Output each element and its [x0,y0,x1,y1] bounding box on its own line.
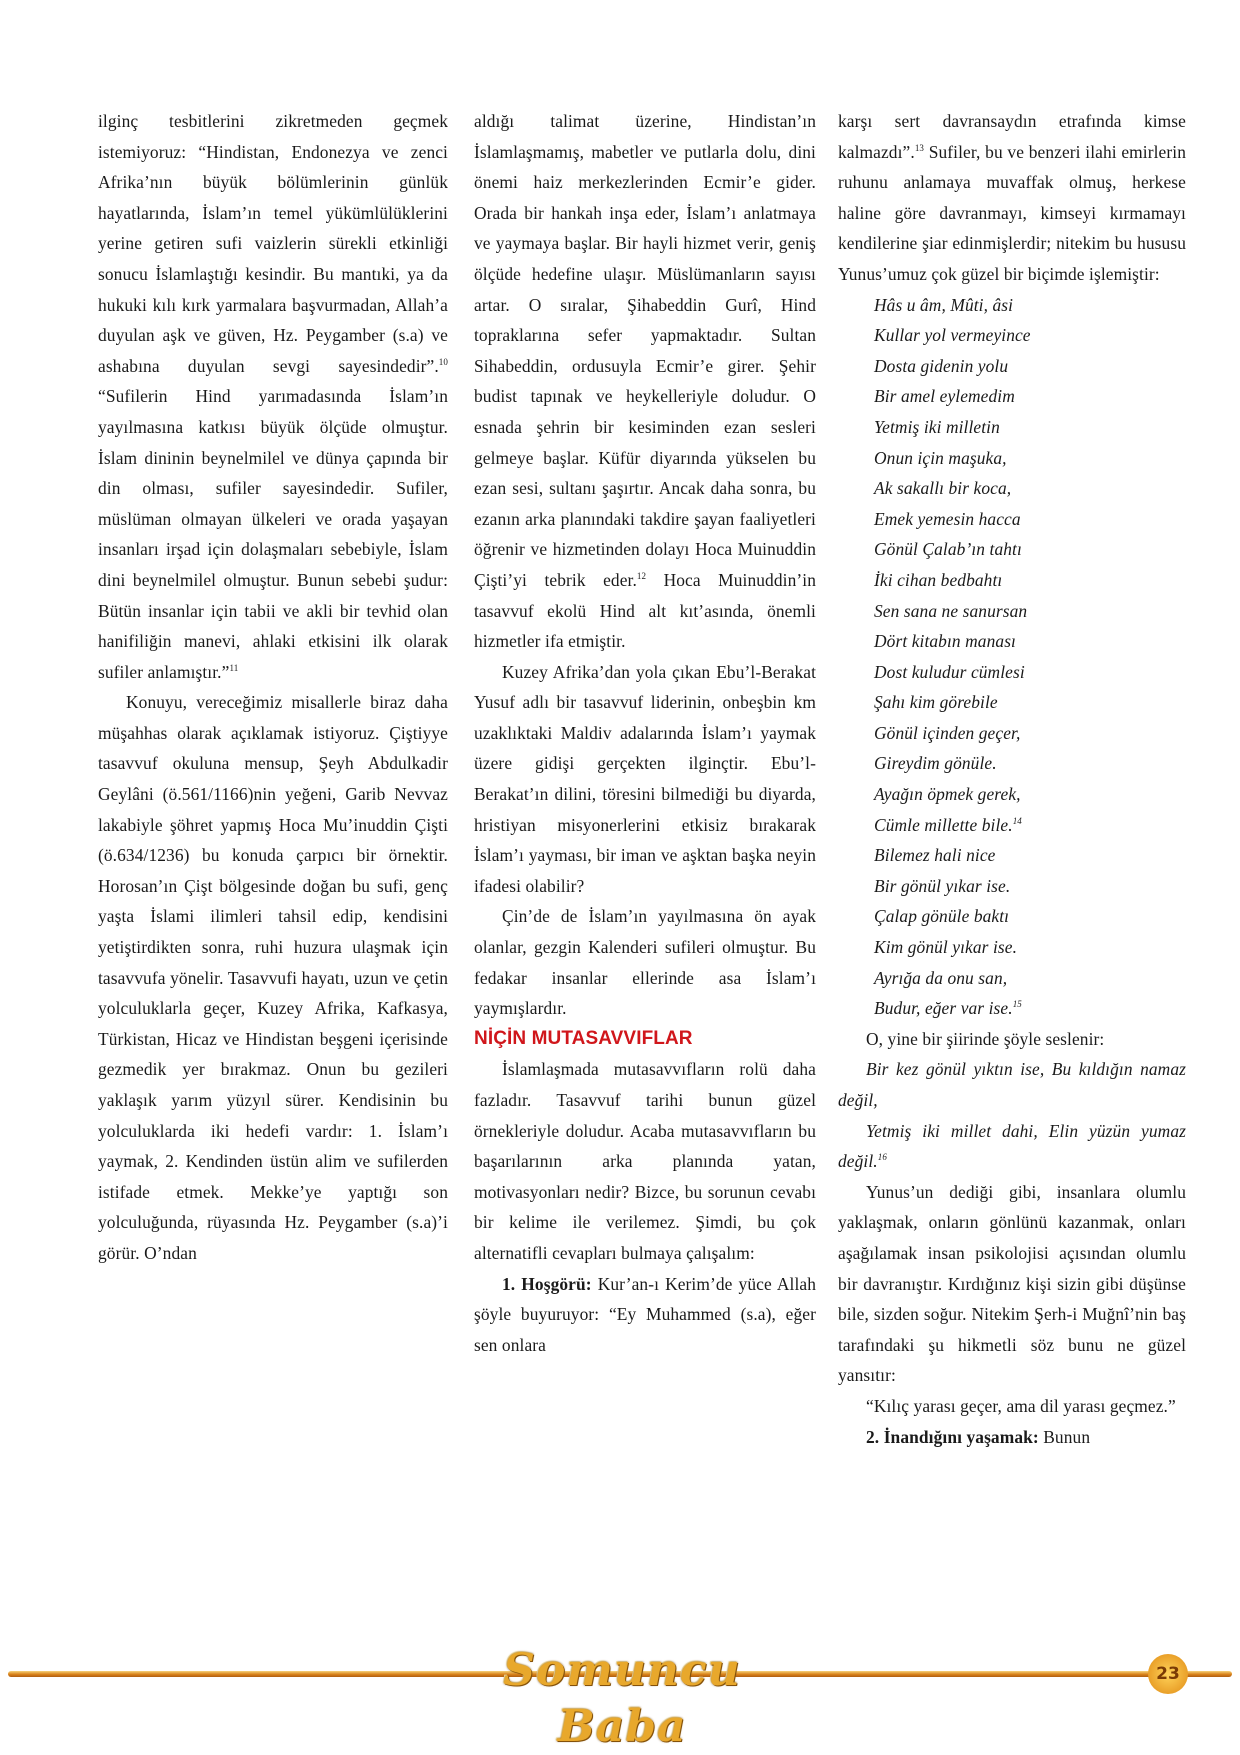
verse-line: Ayrığa da onu san, [874,967,1008,988]
verse-line: Dost kuludur cümlesi [874,661,1025,682]
quote: “Kılıç yarası geçer, ama dil yarası geçmez.” [866,1395,1176,1416]
verse-line: Gönül içinden geçer, [874,722,1021,743]
verse-line: Bir amel eylemedim [874,386,1015,407]
poem-couplet: Yetmiş iki millet dahi, Elin yüzün yumaz değil.$^{16}$ [838,1120,1186,1172]
verse-line: Ak sakallı bir koca, [874,478,1012,499]
verse-line: Gireydim gönüle. [874,753,997,774]
verse-line: Budur, eğer var ise.$^{15}$ [874,998,1022,1019]
verse-line: Yetmiş iki milletin [874,416,1000,437]
paragraph: O, yine bir şiirinde şöyle seslenir: [866,1028,1105,1049]
poem-couplet: Bir kez gönül yıktın ise, Bu kıldığın namaz değil, [838,1059,1186,1110]
verse-line: Çalap gönüle baktı [874,906,1010,927]
footnote-ref: 15 [1012,999,1022,1010]
footnote-ref: 14 [1012,815,1022,826]
verse-line: Emek yemesin hacca [874,508,1021,529]
verse-line: İki cihan bedbahtı [874,569,1003,590]
text-column-2 [474,106,816,1360]
footnote-ref: 10 [438,356,448,367]
verse-line: Şahı kim görebile [874,692,998,713]
page-number: 23 [1148,1654,1188,1694]
verse-line: Bir gönül yıkar ise. [874,875,1011,896]
footnote-ref: 16 [877,1152,887,1163]
paragraph: karşı sert davransaydın etrafında kimse kalmazdı”.$^{13}$ Sufiler, bu ve benzeri ilahi emirlerin ruhunu anlamaya muvaffak olmuş, herkese haline göre davranmayı, kimseyi kırmamayı kendilerine şiar edinmişlerdir; nitekim bu hususu Yunus’umuz çok güzel bir biçimde işlemiştir: [838,111,1186,284]
verse-line: Dosta gidenin yolu [874,355,1009,376]
magazine-logo: Somuncu Baba [503,1645,741,1752]
paragraph: 2. İnandığını yaşamak: Bunun [866,1426,1091,1447]
paragraph: Kuzey Afrika’dan yola çıkan Ebu’l-Berakat Yusuf adlı bir tasavvuf liderinin, onbeşbin km uzaklıktaki Maldiv adalarında İslam’ı yaymak üzere gidişi gerçekten ilginçtir. Ebu’l-Berakat’ın dilini, töresini bilmediği bu diyarda, hristiyan misyonerlerini etkisiz bırakarak İslam’ı yayması, bir iman ve aşktan başka neyin ifadesi olabilir? [474,661,816,896]
verse-line: Ayağın öpmek gerek, [874,784,1021,805]
paragraph: ilginç tesbitlerini zikretmeden geçmek istemiyoruz: “Hindistan, Endonezya ve zenci Afrika’nın büyük bölümlerinin günlük hayatlarında, İslam’ın temel yükümlülüklerini yerine getiren sufi vaizlerin sürekli etkinliği sonucu İslamlaştığı kesindir. Bu mantıki, ya da hukuki kılı kırk yarmalara başvurmadan, Allah’a duyulan aşk ve güven, Hz. Peygamber (s.a) ve ashabına duyulan sevgi sayesindedir”.$^{10}$ “Sufilerin Hind yarımadasında İslam’ın yayılmasına katkısı büyük ölçüde olmuştur. İslam dininin beynelmilel ve dünya çapında bir din olması, sufiler sayesindedir. Sufiler, müslüman olmayan ülkeleri ve orada yaşayan insanları irşad için dolaşmaları sebebiyle, İslam dini beynelmilel olmuştur. Bunun sebebi şudur: Bütün insanlar için tabii ve akli bir tevhid olan hanifiliğin manevi, ahlaki etkisini ilk olarak sufiler anlamıştır.”$^{11}$ [98,111,448,682]
text-column-1 [98,106,448,1269]
verse-line: Kullar yol vermeyince [874,325,1031,346]
poem-verse [838,290,1186,1024]
text-column-3 [838,106,1186,1452]
verse-line: Hâs u âm, Mûti, âsi [874,294,1014,315]
paragraph: Çin’de de İslam’ın yayılmasına ön ayak olanlar, gezgin Kalenderi sufileri olmuştur. Bu fedakar insanlar ellerinde asa İslam’ı yaymışlardır. [474,906,816,1019]
verse-line: Kim gönül yıkar ise. [874,937,1018,958]
paragraph: Yunus’un dediği gibi, insanlara olumlu yaklaşmak, onların gönlünü kazanmak, onları aşağılamak insan psikolojisi açısından olumlu bir davranıştır. Kırdığınız kişi sizin gibi düşünse bile, sizden soğur. Nitekim Şerh-i Muğnî’nin baş tarafındaki şu hikmetli söz bunu ne güzel yansıtır: [838,1181,1186,1386]
verse-line: Sen sana ne sanursan [874,600,1028,621]
paragraph: Konuyu, vereceğimiz misallerle biraz daha müşahhas olarak açıklamak istiyoruz. Çiştiyye tasavvuf okuluna mensup, Şeyh Abdulkadir Geylâni (ö.561/1166)nin yeğeni, Garib Nevvaz lakabiyle şöhret yapmış Hoca Mu’inuddin Çişti (ö.634/1236) bu konuda çarpıcı bir örnektir. Horosan’ın Çişt bölgesinde doğan bu sufi, genç yaşta İslami ilimleri tahsil edip, kendisini yetiştirdikten sonra, ruhi huzura ulaşmak için tasavvufa yönelir. Tasavvufi hayatı, uzun ve çetin yolculuklarla geçer, Kuzey Afrika, Kafkasya, Türkistan, Hicaz ve Hindistan beşgeni içerisinde gezmedik yer bırakmaz. Onun bu gezileri yaklaşık yarım yüzyıl sürer. Kendisinin bu yolculuklarda iki hedefi vardır: 1. İslam’ı yaymak, 2. Kendinden üstün alim ve sufilerden istifade etmek. Mekke’ye yaptığı son yolculuğunda, rüyasında Hz. Peygamber (s.a)’i görür. O’ndan [98,692,448,1263]
verse-line: Cümle millette bile.$^{14}$ [874,814,1022,835]
paragraph: aldığı talimat üzerine, Hindistan’ın İslamlaşmamış, mabetler ve putlarla dolu, dini önemi haiz merkezlerinden Ecmir’e gider. Orada bir hankah inşa eder, İslam’ı anlatmaya ve yaymaya başlar. Bir hayli hizmet verir, geniş ölçüde hedefine ulaşır. Müslümanların sayısı artar. O sıralar, Şihabeddin Gurî, Hind topraklarına sefer yapmaktadır. Sultan Sihabeddin, ordusuyla Ecmir’e girer. Şehir budist tapınak ve heykelleriyle doludur. O esnada şehrin bir kesiminden ezan sesleri gelmeye başlar. Küfür diyarında yükselen bu ezan sesi, sultanı şaşırtır. Ancak daha sonra, bu ezanın arka planındaki takdire şayan faaliyetleri öğrenir ve hizmetinden dolayı Hoca Muinuddin Çişti’yi tebrik eder.$^{12}$ Hoca Muinuddin’in tasavvuf ekolü Hind alt kıt’asında, önemli hizmetler ifa etmiştir. [474,111,816,652]
verse-line: Bilemez hali nice [874,845,996,866]
footnote-ref: 13 [914,142,925,153]
page-footer [0,1643,1240,1752]
paragraph: 1. Hoşgörü: Kur’an-ı Kerim’de yüce Allah şöyle buyuruyor: “Ey Muhammed (s.a), eğer sen onlara [474,1273,816,1355]
verse-line: Gönül Çalab’ın tahtı [874,539,1022,560]
footnote-ref: 11 [229,662,239,673]
verse-line: Dört kitabın manası [874,631,1016,652]
verse-line: Onun için maşuka, [874,447,1007,468]
section-heading: NİÇİN MUTASAVVIFLAR [474,1027,693,1049]
footnote-ref: 12 [636,571,647,582]
paragraph: İslamlaşmada mutasavvıfların rolü daha fazladır. Tasavvuf tarihi bunun güzel örnekleriyle doludur. Acaba mutasavvıfların bu başarılarının arka planında yatan, motivasyonları nedir? Bizce, bu sorunun cevabı bir kelime ile verilemez. Şimdi, bu çok alternatifli cevapları bulmaya çalışalım: [474,1059,816,1263]
